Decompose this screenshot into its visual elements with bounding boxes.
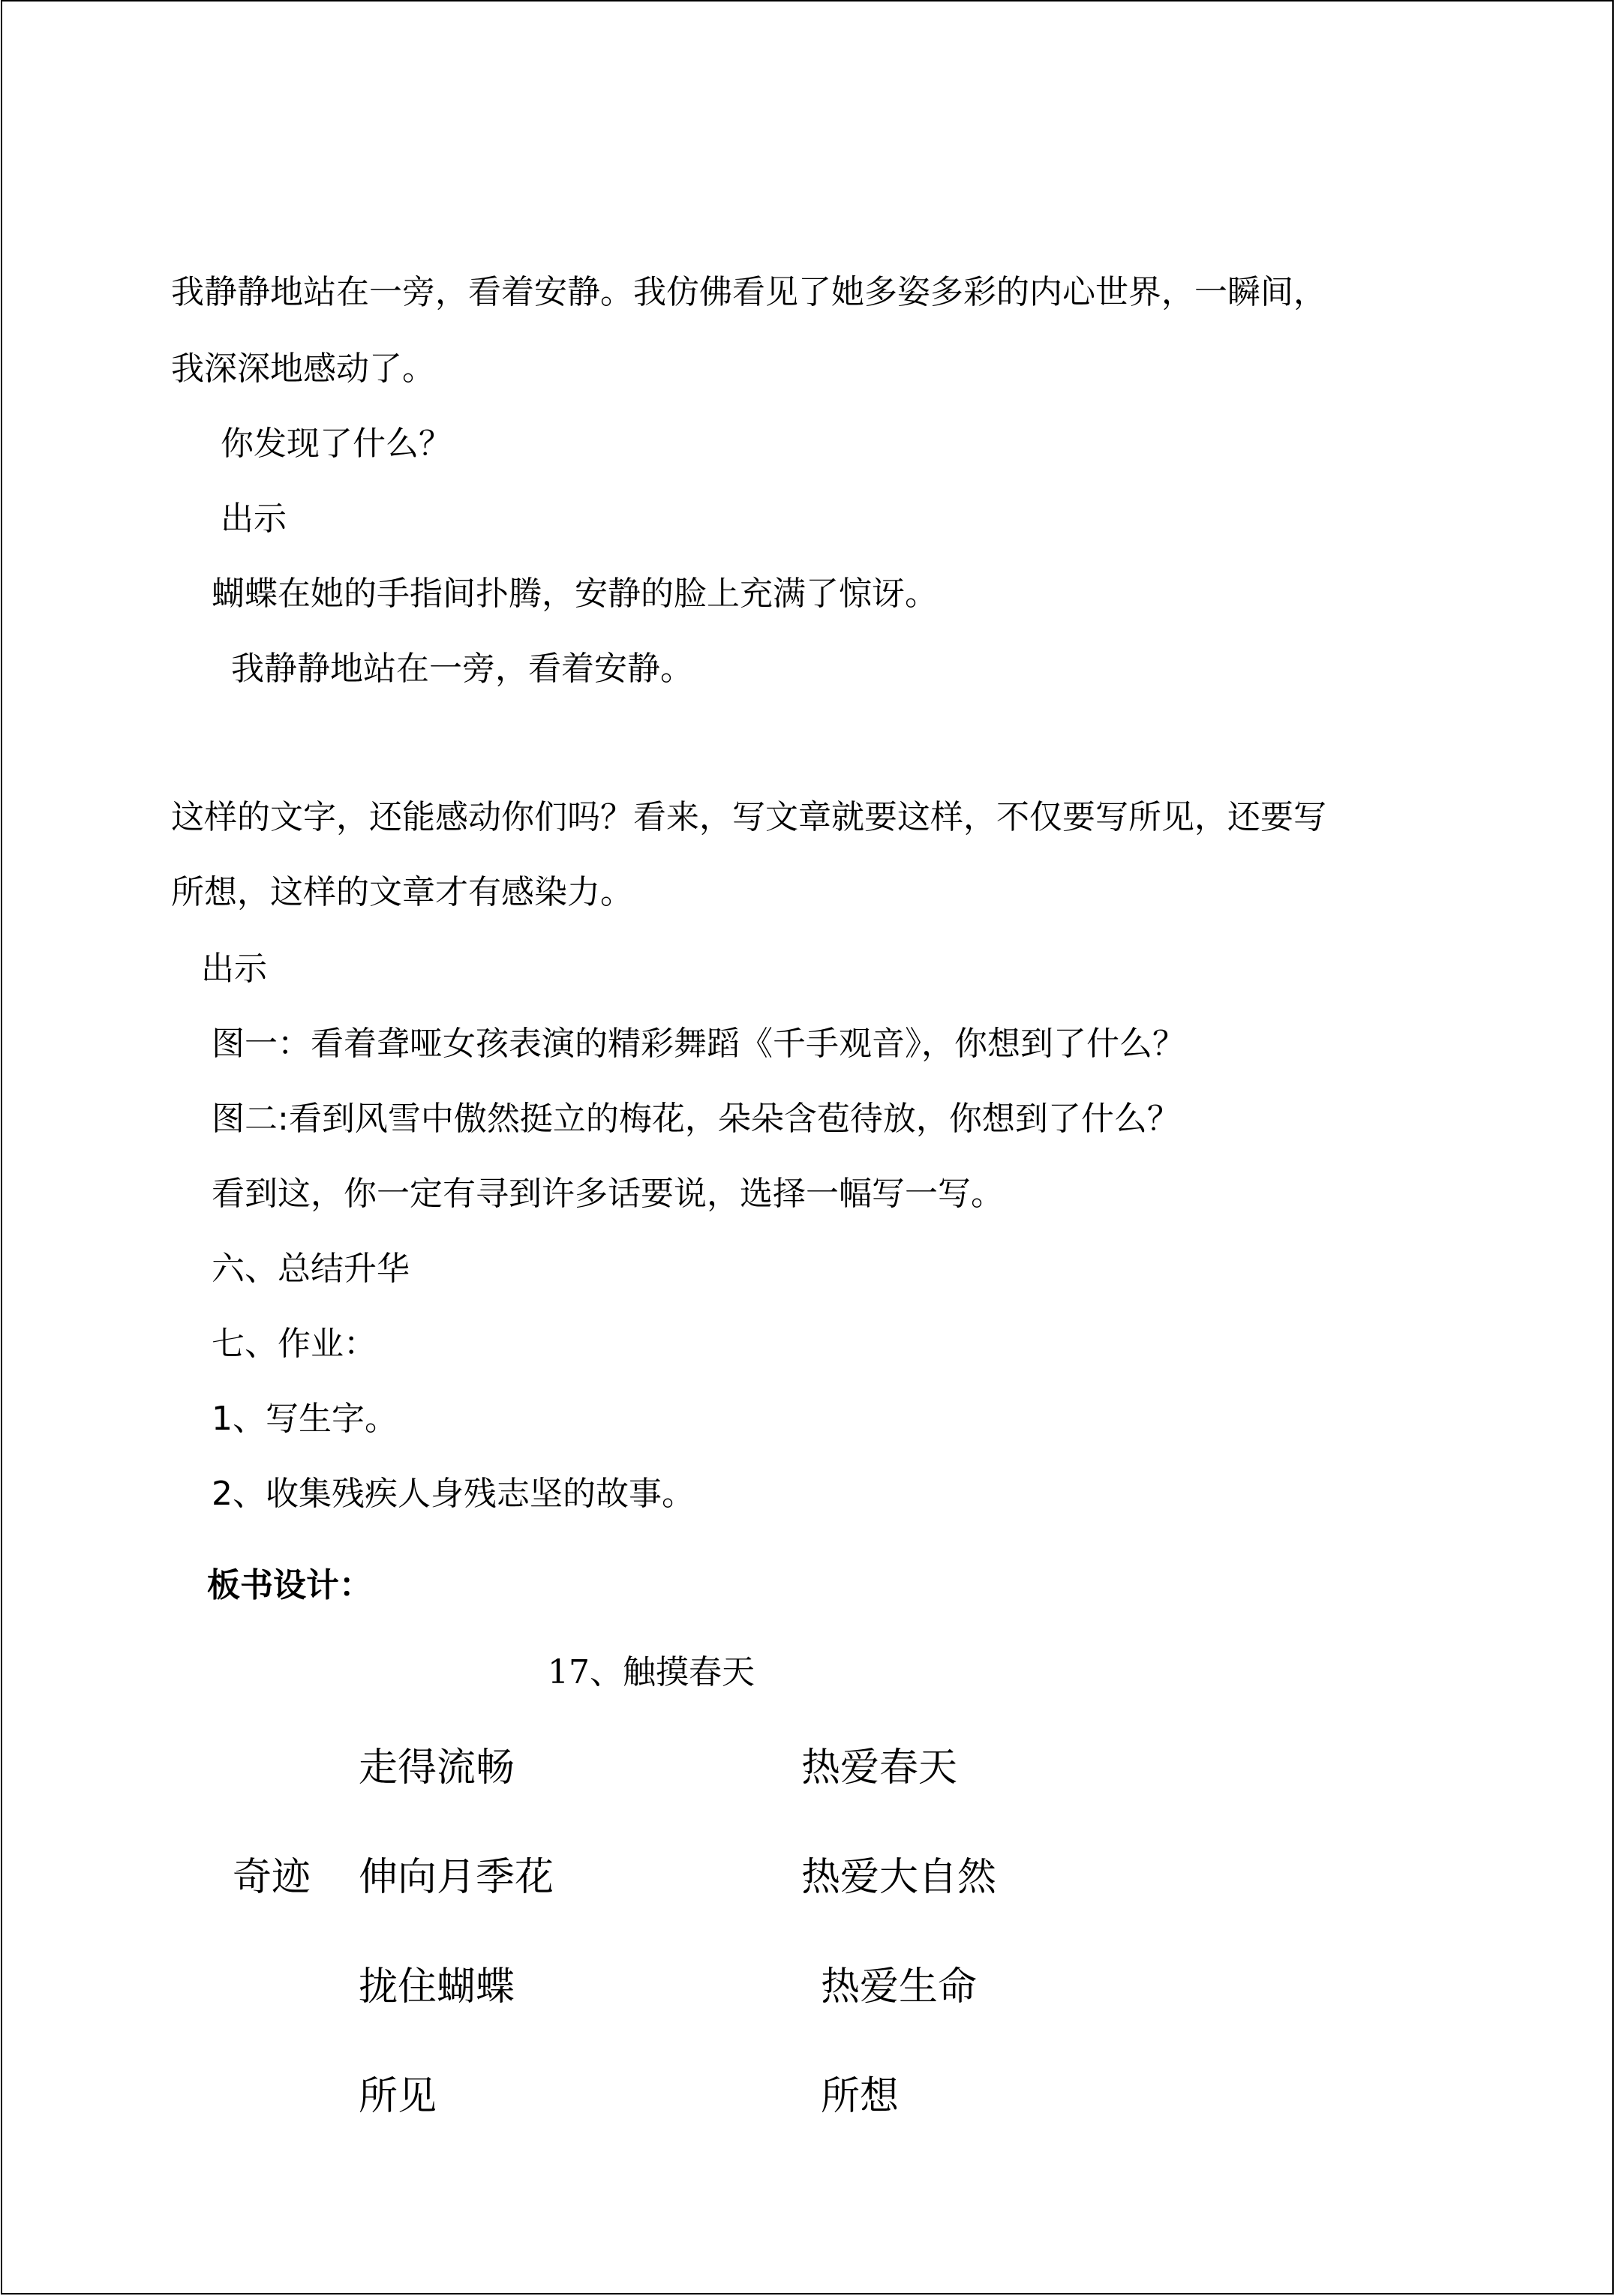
picture-prompt: 图二:看到风雪中傲然挺立的梅花，朵朵含苞待放，你想到了什么？ <box>212 1100 1180 1138</box>
board-right-item: 热爱春天 <box>801 1745 958 1790</box>
quote-line: 蝴蝶在她的手指间扑腾，安静的脸上充满了惊讶。 <box>212 575 938 613</box>
board-left-item: 伸向月季花 <box>359 1855 554 1900</box>
section-heading: 七、作业： <box>212 1325 377 1363</box>
paragraph-line: 我深深地感动了。 <box>171 350 435 388</box>
board-right-item: 热爱大自然 <box>801 1855 997 1900</box>
show-label: 出示 <box>221 500 287 538</box>
board-title: 17、触摸春天 <box>548 1653 755 1691</box>
question-line: 你发现了什么？ <box>221 425 452 463</box>
paragraph-line: 看到这，你一定有寻到许多话要说，选择一幅写一写。 <box>212 1175 1004 1213</box>
board-heading: 板书设计： <box>207 1566 372 1604</box>
paragraph-line: 这样的文字，还能感动你们吗？看来，写文章就要这样，不仅要写所见，还要写 <box>171 798 1326 836</box>
board-left-item: 所见 <box>359 2074 437 2119</box>
homework-item: 2、收集残疾人身残志坚的故事。 <box>212 1475 695 1513</box>
board-right-item: 热爱生命 <box>821 1964 978 2009</box>
board-left-label: 奇迹 <box>233 1855 311 1900</box>
show-label: 出示 <box>201 950 267 988</box>
homework-item: 1、写生字。 <box>212 1400 398 1438</box>
section-heading: 六、总结升华 <box>212 1250 410 1288</box>
board-left-item: 拢住蝴蝶 <box>359 1964 515 2009</box>
board-left-item: 走得流畅 <box>359 1745 515 1790</box>
paragraph-line: 所想，这样的文章才有感染力。 <box>171 873 633 911</box>
paragraph-line: 我静静地站在一旁，看着安静。我仿佛看见了她多姿多彩的内心世界，一瞬间， <box>171 273 1326 311</box>
page-frame <box>1 0 1614 2294</box>
board-right-item: 所想 <box>821 2074 900 2119</box>
picture-prompt: 图一：看着聋哑女孩表演的精彩舞蹈《千手观音》，你想到了什么？ <box>212 1025 1185 1063</box>
quote-line: 我静静地站在一旁，看着安静。 <box>231 650 693 688</box>
